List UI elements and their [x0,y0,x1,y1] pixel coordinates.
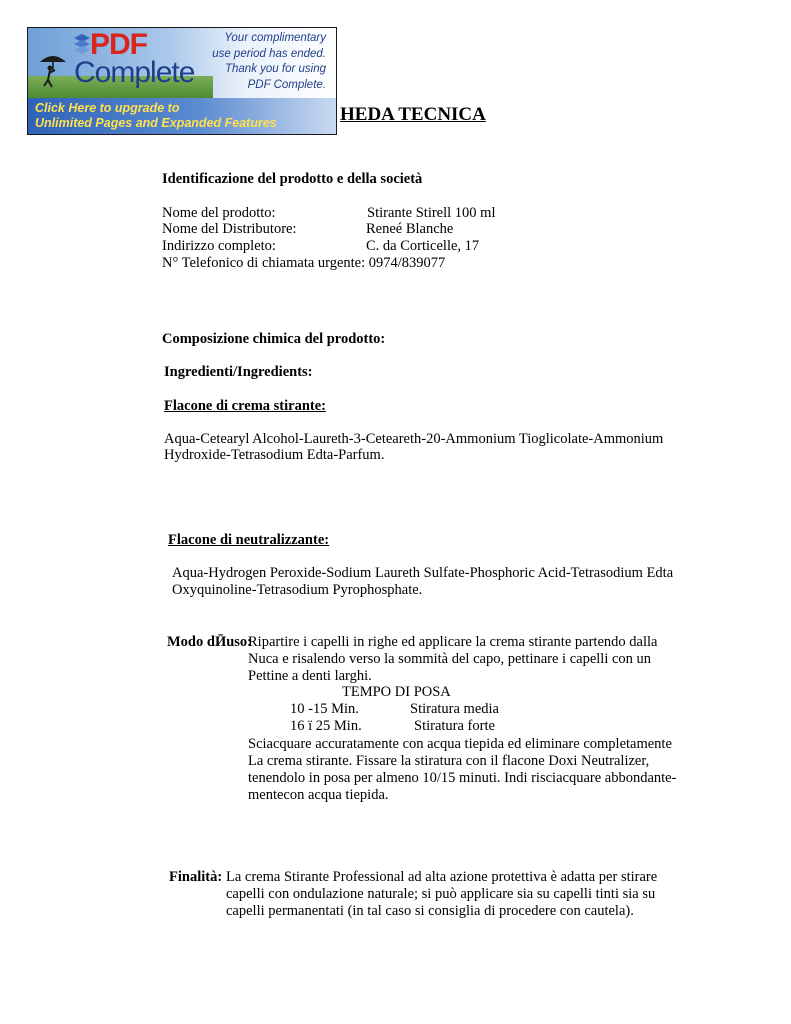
cream-ingredients-line: Hydroxide-Tetrasodium Edta-Parfum. [164,447,385,463]
logo-complete-text: Complete [74,56,195,89]
distributor-value: Reneé Blanche [366,221,454,237]
usage-line: mentecon acqua tiepida. [248,787,389,803]
usage-line: Pettine a denti larghi. [248,668,372,684]
usage-line: tenendolo in posa per almeno 10/15 minuti. Indi risciacquare abbondante- [248,770,677,786]
upgrade-link[interactable] [28,98,336,134]
document-title: HEDA TECNICA [340,104,486,125]
purpose-line: capelli con ondulazione naturale; si può applicare sia su capelli tinti sia su [226,886,656,902]
product-name-label: Nome del prodotto: [162,205,276,221]
identification-heading: Identificazione del prodotto e della società [162,171,423,187]
trial-notice-line: PDF Complete. [247,78,326,91]
neutralizer-ingredients-line: Oxyquinoline-Tetrasodium Pyrophosphate. [172,582,423,598]
usage-label: Modo dӢuso: [167,634,253,650]
umbrella-person-icon [36,50,70,90]
pdf-complete-banner[interactable] [27,27,337,135]
composition-heading: Composizione chimica del prodotto: [162,331,386,347]
emergency-phone: N° Telefonico di chiamata urgente: 0974/839077 [162,255,446,271]
timing-heading: TEMPO DI POSA [342,684,451,700]
purpose-line: La crema Stirante Professional ad alta azione protettiva è adatta per stirare [226,869,658,885]
usage-line: Sciacquare accuratamente con acqua tiepida ed eliminare completamente [248,736,672,752]
usage-line: Ripartire i capelli in righe ed applicare la crema stirante partendo dalla [248,634,658,650]
trial-notice-line: Your complimentary [224,32,326,44]
banner-artwork [28,28,336,98]
trial-notice-line: use period has ended. [212,47,326,60]
purpose-label: Finalità: [169,869,223,885]
usage-line: Nuca e risalendo verso la sommità del capo, pettinare i capelli con un [248,651,652,667]
address-value: C. da Corticelle, 17 [366,238,480,254]
cream-ingredients-line: Aqua-Cetearyl Alcohol-Laureth-3-Ceteareth-20-Ammonium Tioglicolate-Ammonium [164,431,664,447]
distributor-label: Nome del Distributore: [162,221,297,237]
neutralizer-heading: Flacone di neutralizzante: [168,532,330,548]
usage-line: La crema stirante. Fissare la stiratura con il flacone Doxi Neutralizer, [248,753,650,769]
cream-heading: Flacone di crema stirante: [164,398,327,414]
upgrade-link-line[interactable]: Click Here to upgrade to [35,101,180,115]
product-name-value: Stirante Stirell 100 ml [367,205,496,221]
pdf-complete-logo-icon [72,34,92,56]
upgrade-link-line[interactable]: Unlimited Pages and Expanded Features [35,116,277,130]
trial-notice-line: Thank you for using [224,63,326,75]
timing-result: Stiratura media [410,701,499,717]
timing-time: 10 -15 Min. [290,701,359,717]
timing-time: 16 ї 25 Min. [290,718,362,734]
ingredients-heading: Ingredienti/Ingredients: [164,364,313,380]
trial-notice [186,31,326,93]
purpose-line: capelli permanentati (in tal caso si consiglia di procedere con cautela). [226,903,634,919]
neutralizer-ingredients-line: Aqua-Hydrogen Peroxide-Sodium Laureth Sulfate-Phosphoric Acid-Tetrasodium Edta [172,565,674,581]
logo-pdf-text: PDF [90,28,147,61]
timing-result: Stiratura forte [414,718,495,734]
address-label: Indirizzo completo: [162,238,276,254]
